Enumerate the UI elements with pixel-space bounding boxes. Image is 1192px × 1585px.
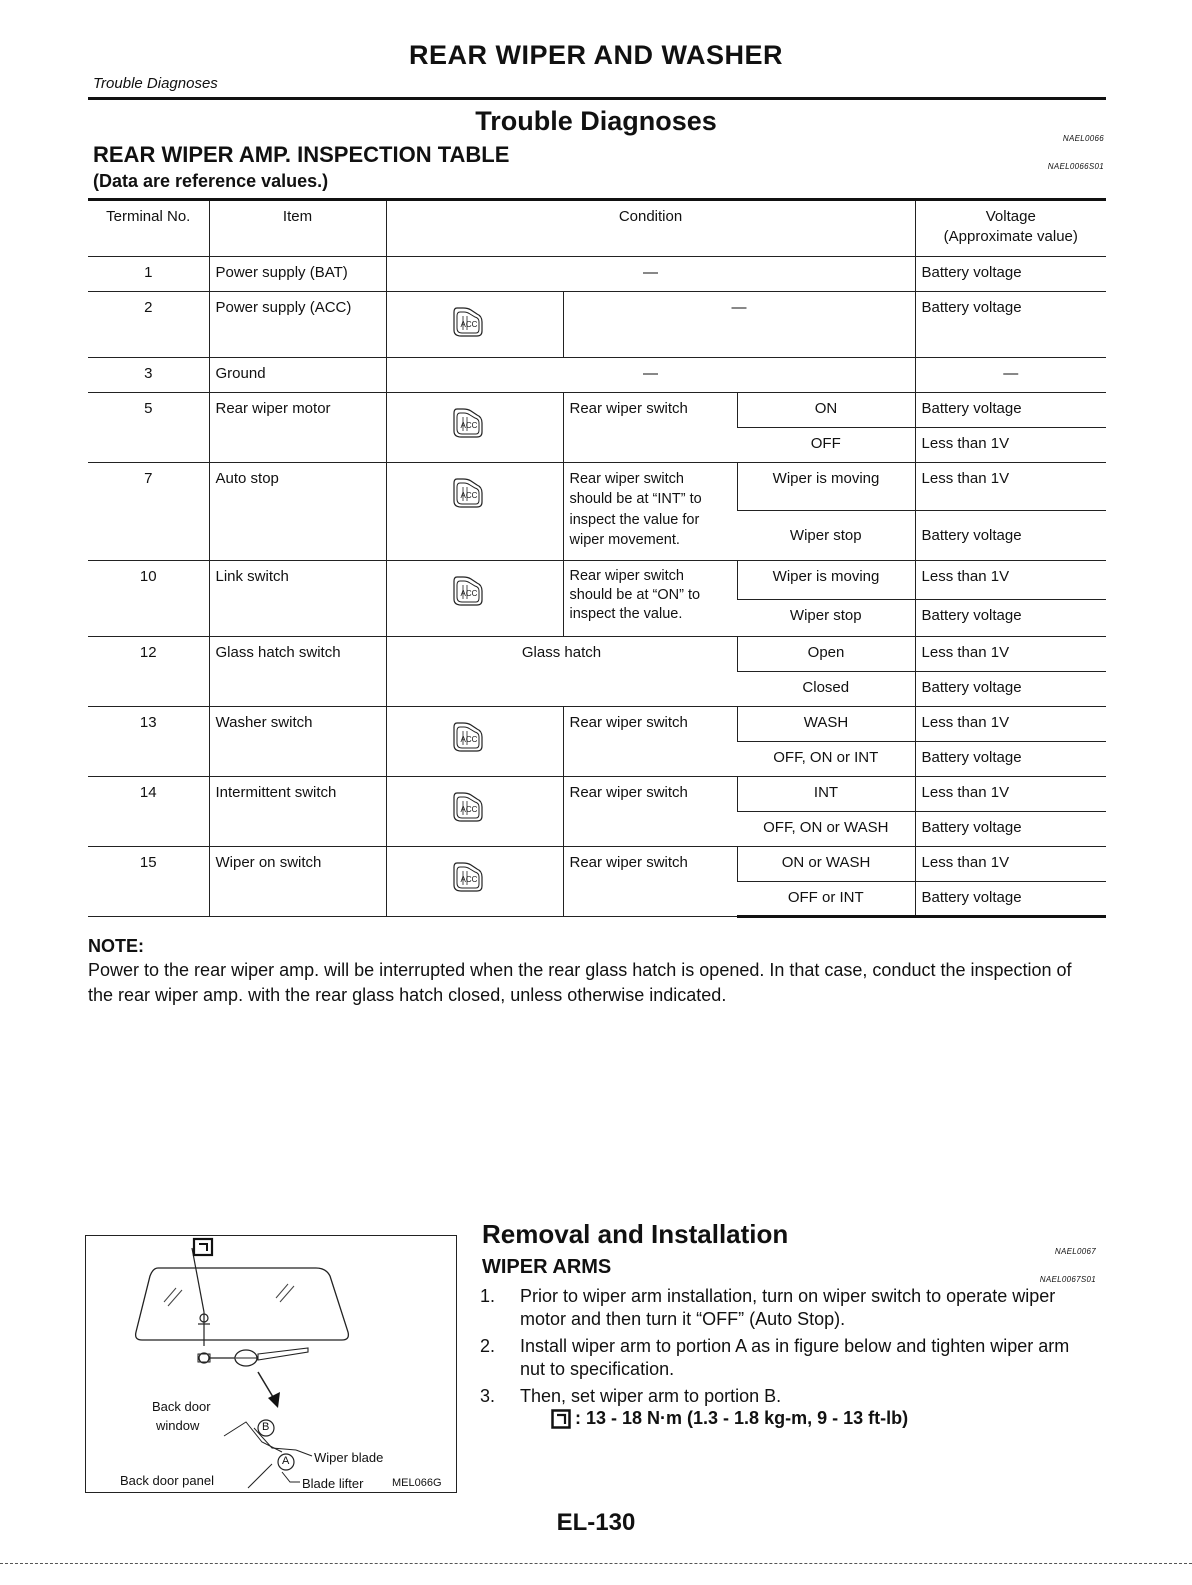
voltage-cell: Battery voltage	[915, 672, 1106, 707]
ignition-cell	[386, 777, 563, 847]
table-row	[88, 847, 1106, 882]
ignition-cell	[386, 707, 563, 777]
ignition-acc-icon	[451, 859, 485, 901]
table-row	[88, 257, 1106, 292]
note-title: NOTE:	[88, 936, 144, 956]
voltage-dash: —	[915, 358, 1106, 393]
state-cell: OFF	[737, 428, 915, 463]
ignition-acc-icon	[451, 719, 485, 761]
voltage-cell: Battery voltage	[915, 257, 1106, 292]
table-row	[88, 292, 1106, 358]
header-terminal: Terminal No.	[88, 200, 209, 257]
table-header-row	[88, 200, 1106, 257]
voltage-cell: Battery voltage	[915, 511, 1106, 561]
ignition-acc-icon	[451, 405, 485, 447]
breadcrumb: Trouble Diagnoses	[93, 75, 218, 92]
state-cell: OFF or INT	[737, 882, 915, 917]
terminal-no: 15	[88, 847, 209, 917]
label-window: window	[156, 1418, 200, 1433]
step-text: Then, set wiper arm to portion B.	[520, 1386, 782, 1406]
terminal-no: 13	[88, 707, 209, 777]
state-cell: ON	[737, 393, 915, 428]
note-text: Power to the rear wiper amp. will be interrupted when the rear glass hatch is opened. In that case, conduct the inspection of the rear wiper amp. with the rear glass hatch closed, unless otherwise indicated.	[88, 960, 1072, 1005]
item-cell: Power supply (ACC)	[209, 292, 386, 358]
switch-cell: Rear wiper switch	[563, 707, 737, 777]
removal-installation-title: Removal and Installation	[482, 1219, 789, 1249]
step-text: Install wiper arm to portion A as in figure below and tighten wiper arm nut to specification.	[520, 1336, 1070, 1379]
switch-cell: Rear wiper switch	[563, 777, 737, 847]
table-row	[88, 358, 1106, 393]
ignition-cell	[386, 463, 563, 561]
state-cell: Wiper stop	[737, 511, 915, 561]
switch-cell: Rear wiper switch should be at “ON” to inspect the value.	[563, 561, 737, 637]
state-cell: Wiper stop	[737, 600, 915, 637]
terminal-no: 3	[88, 358, 209, 393]
table-code: NAEL0066S01	[1047, 162, 1104, 171]
item-cell: Intermittent switch	[209, 777, 386, 847]
state-cell: Closed	[737, 672, 915, 707]
table-row	[88, 637, 1106, 672]
state-cell: Wiper is moving	[737, 561, 915, 600]
voltage-cell: Less than 1V	[915, 847, 1106, 882]
svg-text:ACC: ACC	[460, 735, 477, 744]
terminal-no: 12	[88, 637, 209, 707]
inspection-table	[88, 198, 1106, 918]
condition-dash: —	[563, 292, 915, 358]
table-row	[88, 777, 1106, 812]
svg-text:ACC: ACC	[460, 875, 477, 884]
wiper-arms-code: NAEL0067S01	[1039, 1275, 1096, 1284]
voltage-cell: Battery voltage	[915, 882, 1106, 917]
list-item	[480, 1285, 1094, 1331]
removal-code: NAEL0067	[1054, 1247, 1096, 1256]
section-code: NAEL0066	[1062, 134, 1104, 143]
torque-value: : 13 - 18 N·m (1.3 - 1.8 kg-m, 9 - 13 ft-lb)	[575, 1408, 909, 1428]
item-cell: Power supply (BAT)	[209, 257, 386, 292]
voltage-cell: Less than 1V	[915, 428, 1106, 463]
state-cell: INT	[737, 777, 915, 812]
header-item: Item	[209, 200, 386, 257]
wiper-diagram	[86, 1236, 456, 1492]
terminal-no: 10	[88, 561, 209, 637]
item-cell: Wiper on switch	[209, 847, 386, 917]
label-portion-b: B	[262, 1421, 270, 1433]
table-row	[88, 561, 1106, 600]
bottom-rule	[0, 1563, 1192, 1564]
header-rule	[88, 97, 1106, 100]
ignition-acc-icon	[451, 304, 485, 346]
state-cell: WASH	[737, 707, 915, 742]
table-row	[88, 393, 1106, 428]
voltage-cell: Battery voltage	[915, 742, 1106, 777]
state-cell: Wiper is moving	[737, 463, 915, 511]
ignition-cell	[386, 393, 563, 463]
label-portion-a: A	[282, 1455, 290, 1467]
switch-cell: Rear wiper switch	[563, 847, 737, 917]
switch-cell: Rear wiper switch	[563, 393, 737, 463]
step-number: 3.	[480, 1386, 496, 1406]
installation-steps	[480, 1285, 1094, 1412]
terminal-no: 5	[88, 393, 209, 463]
table-title: REAR WIPER AMP. INSPECTION TABLE	[93, 142, 510, 167]
header-voltage-sub: (Approximate value)	[943, 227, 1078, 245]
item-cell: Washer switch	[209, 707, 386, 777]
item-cell: Ground	[209, 358, 386, 393]
voltage-cell: Less than 1V	[915, 463, 1106, 511]
state-cell: OFF, ON or WASH	[737, 812, 915, 847]
voltage-cell: Battery voltage	[915, 812, 1106, 847]
reference-note: (Data are reference values.)	[93, 171, 329, 191]
step-text: Prior to wiper arm installation, turn on wiper switch to operate wiper motor and then turn it “OFF” (Auto Stop).	[520, 1286, 1056, 1329]
voltage-cell: Less than 1V	[915, 637, 1106, 672]
ignition-acc-icon	[451, 573, 485, 615]
page-header: REAR WIPER AND WASHER	[408, 40, 783, 70]
item-cell: Rear wiper motor	[209, 393, 386, 463]
label-blade-lifter: Blade lifter	[302, 1476, 364, 1491]
svg-text:ACC: ACC	[460, 805, 477, 814]
torque-icon	[551, 1409, 571, 1429]
wiper-arm-figure	[85, 1235, 457, 1493]
ignition-cell	[386, 847, 563, 917]
ignition-acc-icon	[451, 475, 485, 517]
voltage-cell: Less than 1V	[915, 707, 1106, 742]
ignition-cell	[386, 292, 563, 358]
header-condition: Condition	[386, 200, 915, 257]
terminal-no: 7	[88, 463, 209, 561]
torque-spec	[551, 1408, 908, 1429]
label-back-door-panel: Back door panel	[120, 1473, 214, 1488]
state-cell: OFF, ON or INT	[737, 742, 915, 777]
svg-text:ACC: ACC	[460, 421, 477, 430]
ignition-acc-icon	[451, 789, 485, 831]
svg-text:ACC: ACC	[460, 491, 477, 500]
switch-cell: Rear wiper switch should be at “INT” to inspect the value for wiper movement.	[563, 463, 737, 561]
label-wiper-blade: Wiper blade	[314, 1450, 384, 1465]
terminal-no: 1	[88, 257, 209, 292]
step-number: 2.	[480, 1336, 496, 1356]
label-back-door: Back door	[152, 1399, 211, 1414]
state-cell: ON or WASH	[737, 847, 915, 882]
section-title: Trouble Diagnoses	[475, 106, 717, 136]
item-cell: Auto stop	[209, 463, 386, 561]
glass-hatch-cell: Glass hatch	[386, 637, 737, 707]
figure-id: MEL066G	[392, 1477, 442, 1489]
svg-text:ACC: ACC	[460, 589, 477, 598]
ignition-cell	[386, 561, 563, 637]
voltage-cell: Battery voltage	[915, 393, 1106, 428]
voltage-cell: Battery voltage	[915, 292, 1106, 358]
table-row	[88, 463, 1106, 511]
item-cell: Link switch	[209, 561, 386, 637]
state-cell: Open	[737, 637, 915, 672]
voltage-cell: Less than 1V	[915, 561, 1106, 600]
step-number: 1.	[480, 1286, 496, 1306]
item-cell: Glass hatch switch	[209, 637, 386, 707]
voltage-cell: Battery voltage	[915, 600, 1106, 637]
table-row	[88, 707, 1106, 742]
terminal-no: 2	[88, 292, 209, 358]
wiper-arms-title: WIPER ARMS	[482, 1256, 612, 1278]
list-item	[480, 1335, 1094, 1381]
terminal-no: 14	[88, 777, 209, 847]
header-voltage-label: Voltage	[985, 208, 1036, 225]
voltage-cell: Less than 1V	[915, 777, 1106, 812]
header-voltage	[915, 200, 1106, 257]
page-number: EL-130	[556, 1509, 636, 1536]
list-item	[480, 1385, 1094, 1408]
condition-dash: —	[386, 358, 915, 393]
condition-dash: —	[386, 257, 915, 292]
svg-text:ACC: ACC	[460, 320, 477, 329]
